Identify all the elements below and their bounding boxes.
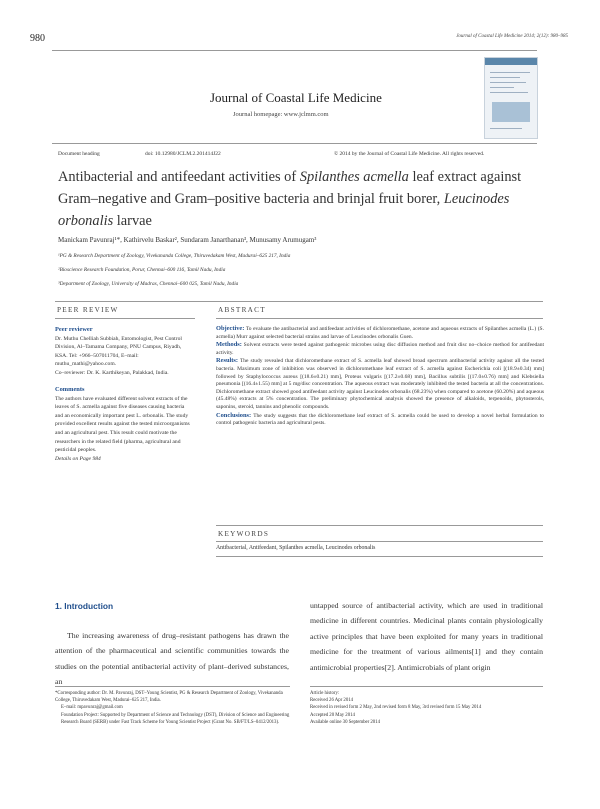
peer-review-rule — [55, 318, 195, 319]
document-heading: Document heading — [58, 151, 100, 157]
comments-text: The authors have evaluated different solvent extracts of the leaves of S. acmella against five diseases causing bacteria and an economically important pest L. orbonalis. The study provided excellent results against the tested microorganisms and an agricultural pest. This result could motivate the researchers in the related field (pharma, agricultural and pesticidal peoples. — [55, 395, 190, 454]
results-text: The study revealed that dichloromethane extract of S. acmella leaf showed broad spectrum antibacterial activity against all the tested bacteria. Maximum zone of inhibition was observed in dichloromethane leaf extract of S. acmella against Escherichia coli [(18.9±0.34) mm] followed by Staphylococcus aureus [(18.6±0.21) mm], Proteus vulgaris [(17.2±0.68) mm], Bacillus subtilis [(17.0±0.76) mm] and Klebsiella pneumonia [(16.4±1.55) mm] at 5 mg/disc concentration. The aqueous extract was moderately inhibited the tested bacteria at all the concentrations. Dichloromethane extract showed good antifeedant activity against Leucinodes orbonalis (68.23%) when compared to acetone (60.20%) and aqueous (45.48%) extracts at 5% concentration. The preliminary phytochemical analysis showed the presence of alkaloids, terpenoids, phytosterols, saponins, steroid, tannins and phenolic compounds. — [216, 358, 544, 410]
journal-homepage: Journal homepage: www.jclmm.com — [233, 111, 329, 118]
funding-note: Foundation Project: Supported by Department of Science and Technology (DST), Division of Science and Engineering Research Board (SERB) under Fast Track Scheme for Young Scientist Project (Grant No. SB/FT/LS–0412/2013). — [61, 712, 290, 725]
keywords-text: Antibacterial, Antifeedant, Spilanthes acmella, Leucinodes orbonalis — [216, 545, 376, 551]
details-link[interactable]: Details on Page 984 — [55, 455, 101, 462]
article-history — [310, 690, 540, 726]
author-email: E–mail: mpavunraj@gmail.com — [61, 705, 123, 711]
conclusions-label: Conclusions: — [216, 411, 252, 419]
copyright: © 2014 by the Journal of Coastal Life Medicine. All rights reserved. — [334, 151, 485, 157]
history-heading: Article history: — [310, 691, 340, 696]
peer-reviewer-label: Peer reviewer — [55, 326, 93, 333]
peer-reviewer-block — [55, 326, 193, 378]
affiliation-3: ³Department of Zoology, University of Madras, Chennai–600 025, Tamil Nadu, India — [58, 281, 239, 287]
affiliation-1: ¹PG & Research Department of Zoology, Vivekananda College, Thiruvedakam West, Madurai–625 217, India — [58, 253, 291, 259]
footnote-rule — [55, 686, 290, 687]
corresponding-author: *Corresponding author: Dr. M. Pavunraj, DST–Young Scientist, PG & Research Department of Zoology, Vivekananda College, Thiruvedakam West, Madurai–625 217, India. — [55, 691, 283, 704]
abstract-rule — [216, 318, 543, 319]
keywords-heading: KEYWORDS — [218, 530, 270, 538]
abstract-body — [216, 325, 544, 428]
results-label: Results: — [216, 357, 239, 365]
section-rule — [55, 301, 543, 302]
abstract-heading: ABSTRACT — [218, 306, 266, 314]
conclusions-text: The study suggests that the dichloromethane leaf extract of S. acmella could be used to develop a novel herbal formulation to control pathogenic bacteria and agricultural pests. — [216, 412, 544, 427]
history-received: Received 26 Apr 2014 — [310, 698, 354, 704]
keywords-top-rule — [216, 525, 543, 526]
introduction-left-text: The increasing awareness of drug–resistant pathogens has drawn the attention of the pharmaceutical and scientific communities towards the studies on the potential antibacterial activity of plant–derived substances, an — [55, 631, 289, 687]
history-revised: Received in revised form 2 May, 2nd revised form 8 May, 3rd revised form 15 May 2014 — [310, 705, 482, 711]
affiliation-2: ²Bioscience Research Foundation, Porur, Chennai–600 116, Tamil Nadu, India — [58, 267, 226, 273]
peer-reviewer-text: Dr. Muthu Chelliah Subbiah, Entomologist, Pest Control Division, Al–Tamama Company, PNU Campus, Riyadh, KSA. Tel: +966–507011704, E–mail: muthu_mathi@yahoo.com. — [55, 335, 182, 368]
objective-label: Objective: — [216, 325, 245, 332]
journal-cover-image — [484, 57, 538, 139]
article-title: Antibacterial and antifeedant activities of Spilanthes acmella leaf extract against Gram–negative and Gram–positive bacteria and brinjal fruit borer, Leucinodes orbonalis larvae — [58, 169, 522, 229]
doi: doi: 10.12980/JCLM.2.201414J22 — [145, 151, 221, 157]
objective-text: To evaluate the antibacterial and antifeedant activities of dichloromethane, acetone and aqueous extracts of Spilanthes acmella (L.) (S. acmella) Murr against selected bacterial strains and larvae of Leucinodes orbonalis Guen. — [216, 326, 544, 340]
history-rule — [310, 686, 543, 687]
introduction-right-text: untapped source of antibacterial activity, which are used in traditional medicine in different countries. Medicinal plants contain physiologically active principles that have been exploited for many years in traditional medicine for the treatment of various ailments[1] and they contain antimicrobial properties[2]. Antimicrobials of plant origin — [310, 601, 543, 672]
comments-label: Comments — [55, 386, 85, 393]
keywords-bottom-rule — [216, 556, 543, 557]
methods-text: Solvent extracts were tested against pathogenic microbes using disc diffusion method and fruit disc no–choice method for antifeedant activity. — [216, 342, 544, 356]
history-accepted: Accepted 20 May 2014 — [310, 712, 355, 718]
footnote-block — [55, 690, 290, 726]
methods-label: Methods: — [216, 341, 242, 349]
comments-block — [55, 386, 193, 463]
history-online: Available online 30 September 2014 — [310, 719, 380, 725]
introduction-heading: 1. Introduction — [55, 601, 114, 611]
peer-review-heading: PEER REVIEW — [57, 306, 119, 314]
co-reviewer-text: Co–reviewer: Dr. K. Karthikeyan, Palakkad, India. — [55, 369, 169, 376]
journal-title: Journal of Coastal Life Medicine — [210, 90, 382, 105]
page-number: 980 — [30, 33, 45, 44]
running-head: Journal of Coastal Life Medicine 2014; 2(12): 980–985 — [456, 34, 568, 39]
author-list: Manickam Pavunraj¹*, Kathirvelu Baskar², Sundaram Janarthanan³, Munusamy Arumugam³ — [58, 236, 317, 244]
keywords-rule — [216, 541, 543, 542]
